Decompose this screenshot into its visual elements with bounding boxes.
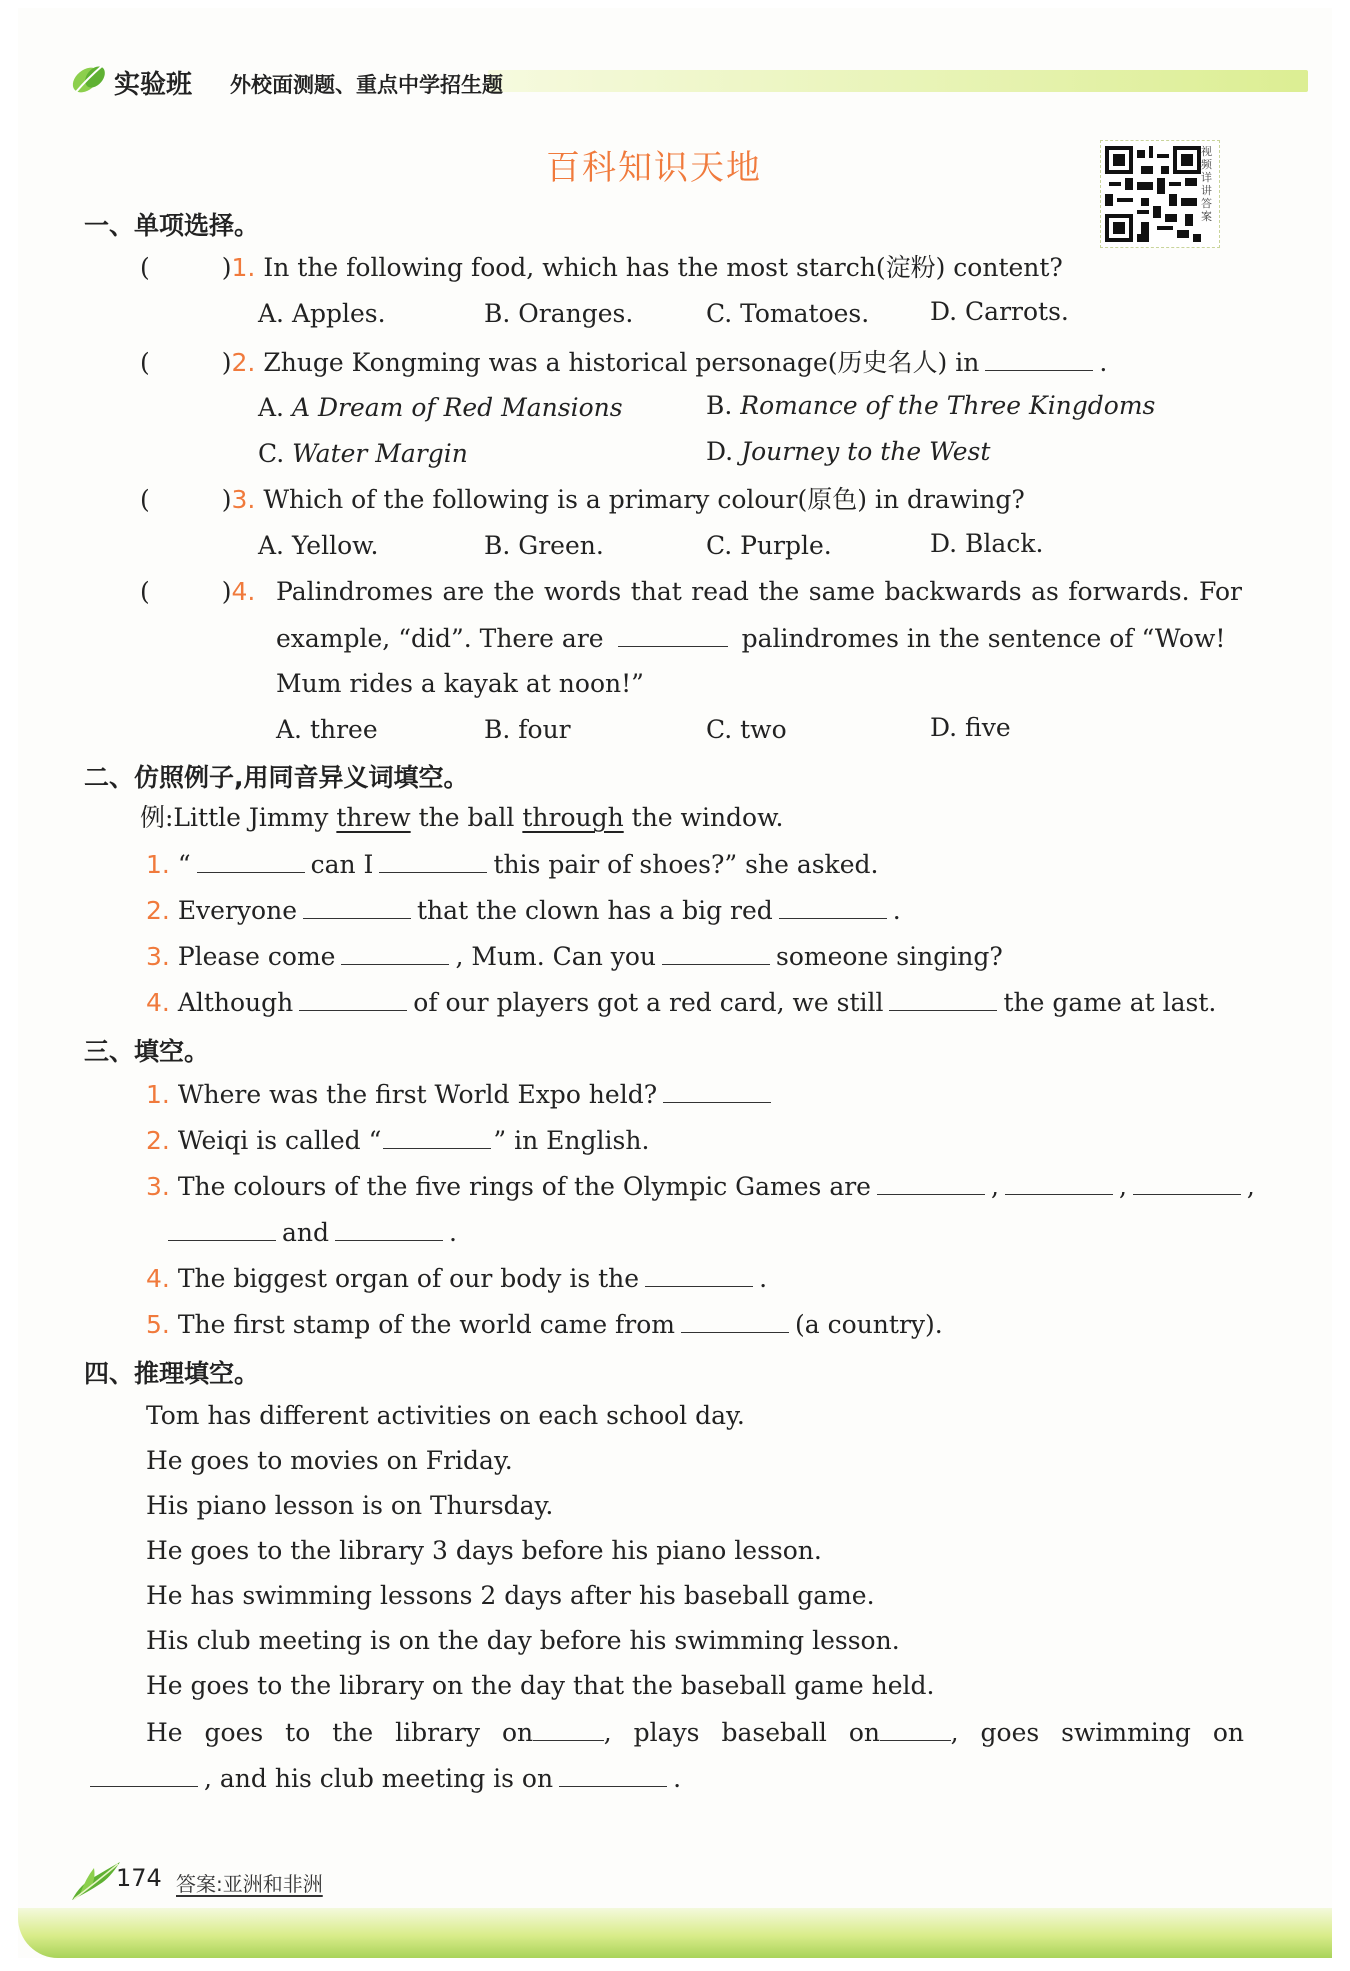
answer-blank[interactable] bbox=[90, 1762, 198, 1787]
header-band bbox=[488, 70, 1308, 92]
clue-line: He goes to the library 3 days before his piano lesson. bbox=[146, 1536, 822, 1565]
answer-blank[interactable] bbox=[985, 346, 1093, 371]
question-4: ( )4. bbox=[140, 577, 256, 606]
section2-item-3: 3. Please come , Mum. Can you someone singing? bbox=[146, 942, 1003, 971]
clue-line: Tom has different activities on each school day. bbox=[146, 1401, 745, 1430]
section4-final-line1: He goes to the library on , plays baseball on , goes swimming on bbox=[146, 1718, 1244, 1747]
answer-blank[interactable] bbox=[880, 1716, 951, 1741]
answer-blank[interactable] bbox=[559, 1762, 667, 1787]
qr-caption: 视频详讲答案 bbox=[1201, 145, 1212, 223]
section3-item-4: 4. The biggest organ of our body is the . bbox=[146, 1264, 768, 1293]
option-c[interactable]: C. Water Margin bbox=[258, 439, 468, 468]
question-number: 1. bbox=[231, 253, 256, 282]
header-subtitle: 外校面测题、重点中学招生题 bbox=[230, 73, 503, 97]
answer-blank[interactable] bbox=[303, 894, 411, 919]
clue-line: He goes to movies on Friday. bbox=[146, 1446, 513, 1475]
section4-heading: 四、推理填空。 bbox=[84, 1359, 260, 1388]
clue-line: His club meeting is on the day before his swimming lesson. bbox=[146, 1626, 900, 1655]
option-d[interactable]: D. Journey to the West bbox=[706, 437, 991, 466]
question-4-line1: Palindromes are the words that read the same backwards as forwards. For bbox=[276, 577, 1242, 606]
workbook-page bbox=[18, 8, 1332, 1958]
brand-name: 实验班 bbox=[114, 70, 193, 100]
answer-blank[interactable] bbox=[663, 1078, 771, 1103]
answer-blank[interactable] bbox=[379, 848, 487, 873]
question-4-line3: Mum rides a kayak at noon!” bbox=[276, 669, 644, 698]
option-b[interactable]: B. Green. bbox=[484, 531, 604, 560]
answer-blank[interactable] bbox=[1005, 1170, 1113, 1195]
section3-heading: 三、填空。 bbox=[84, 1037, 210, 1066]
section4-final-line2: , and his club meeting is on . bbox=[90, 1762, 681, 1795]
footer-band bbox=[18, 1908, 1332, 1958]
clue-line: His piano lesson is on Thursday. bbox=[146, 1491, 554, 1520]
answer-blank[interactable] bbox=[618, 622, 728, 647]
answer-blank[interactable] bbox=[533, 1716, 604, 1741]
question-2: ( )2. Zhuge Kongming was a historical personage(历史名人) in . bbox=[140, 348, 1108, 377]
option-c[interactable]: C. two bbox=[706, 715, 787, 744]
answer-blank[interactable] bbox=[662, 940, 770, 965]
option-d[interactable]: D. five bbox=[930, 713, 1011, 742]
answer-blank[interactable] bbox=[645, 1262, 753, 1287]
option-b[interactable]: B. Oranges. bbox=[484, 299, 634, 328]
section3-item-1: 1. Where was the first World Expo held? bbox=[146, 1078, 777, 1111]
question-text: Zhuge Kongming was a historical personage(历史名人) in bbox=[263, 348, 980, 377]
qr-code-icon bbox=[1105, 146, 1201, 242]
page-number: 174 bbox=[116, 1864, 162, 1892]
option-c[interactable]: C. Purple. bbox=[706, 531, 832, 560]
question-text: Which of the following is a primary colour(原色) in drawing? bbox=[263, 485, 1025, 514]
section3-item-2: 2. Weiqi is called “ ” in English. bbox=[146, 1126, 650, 1155]
question-number: 4. bbox=[231, 577, 256, 606]
answer-blank[interactable] bbox=[1133, 1170, 1241, 1195]
answer-blank[interactable] bbox=[681, 1308, 789, 1333]
option-a[interactable]: A. three bbox=[276, 715, 378, 744]
leaf-logo-icon bbox=[68, 60, 110, 102]
section2-item-2: 2. Everyone that the clown has a big red . bbox=[146, 896, 901, 925]
section3-item-3-cont: and . bbox=[168, 1216, 457, 1249]
option-a[interactable]: A. Yellow. bbox=[258, 531, 379, 560]
section2-item-1: 1. “ can I this pair of shoes?” she asked. bbox=[146, 850, 879, 879]
qr-code[interactable] bbox=[1100, 140, 1220, 248]
question-number: 2. bbox=[231, 348, 256, 377]
answer-blank[interactable] bbox=[889, 986, 997, 1011]
clue-line: He goes to the library on the day that the baseball game held. bbox=[146, 1671, 935, 1700]
option-a[interactable]: A. A Dream of Red Mansions bbox=[258, 393, 623, 422]
question-4-line2: example, “did”. There are palindromes in the sentence of “Wow! bbox=[276, 624, 1226, 653]
example-sentence: 例:Little Jimmy threw the ball through the window. bbox=[140, 803, 784, 832]
answer-blank[interactable] bbox=[299, 986, 407, 1011]
question-text: In the following food, which has the most starch(淀粉) content? bbox=[263, 253, 1063, 282]
option-c[interactable]: C. Tomatoes. bbox=[706, 299, 870, 328]
section2-item-4: 4. Although of our players got a red card, we still the game at last. bbox=[146, 988, 1217, 1017]
option-b[interactable]: B. Romance of the Three Kingdoms bbox=[706, 391, 1156, 420]
answer-blank[interactable] bbox=[341, 940, 449, 965]
answer-blank[interactable] bbox=[335, 1216, 443, 1241]
option-b[interactable]: B. four bbox=[484, 715, 571, 744]
section3-item-3: 3. The colours of the five rings of the Olympic Games are , , , bbox=[146, 1172, 1255, 1201]
question-1: ( )1. In the following food, which has the most starch(淀粉) content? bbox=[140, 253, 1063, 282]
section2-heading: 二、仿照例子,用同音异义词填空。 bbox=[84, 763, 469, 792]
answer-blank[interactable] bbox=[383, 1124, 491, 1149]
footer-answer: 答案:亚洲和非洲 bbox=[176, 1872, 323, 1896]
example-word-1: threw bbox=[336, 803, 411, 832]
option-d[interactable]: D. Carrots. bbox=[930, 297, 1069, 326]
answer-blank[interactable] bbox=[877, 1170, 985, 1195]
answer-blank[interactable] bbox=[779, 894, 887, 919]
example-word-2: through bbox=[522, 803, 624, 832]
question-number: 3. bbox=[231, 485, 256, 514]
section3-item-5: 5. The first stamp of the world came from (a country). bbox=[146, 1310, 943, 1339]
answer-blank[interactable] bbox=[168, 1216, 276, 1241]
clue-line: He has swimming lessons 2 days after his baseball game. bbox=[146, 1581, 875, 1610]
section1-heading: 一、单项选择。 bbox=[84, 211, 260, 240]
answer-blank[interactable] bbox=[197, 848, 305, 873]
page-title: 百科知识天地 bbox=[546, 148, 762, 188]
option-a[interactable]: A. Apples. bbox=[258, 299, 386, 328]
option-d[interactable]: D. Black. bbox=[930, 529, 1044, 558]
question-3: ( )3. Which of the following is a primary colour(原色) in drawing? bbox=[140, 485, 1025, 514]
